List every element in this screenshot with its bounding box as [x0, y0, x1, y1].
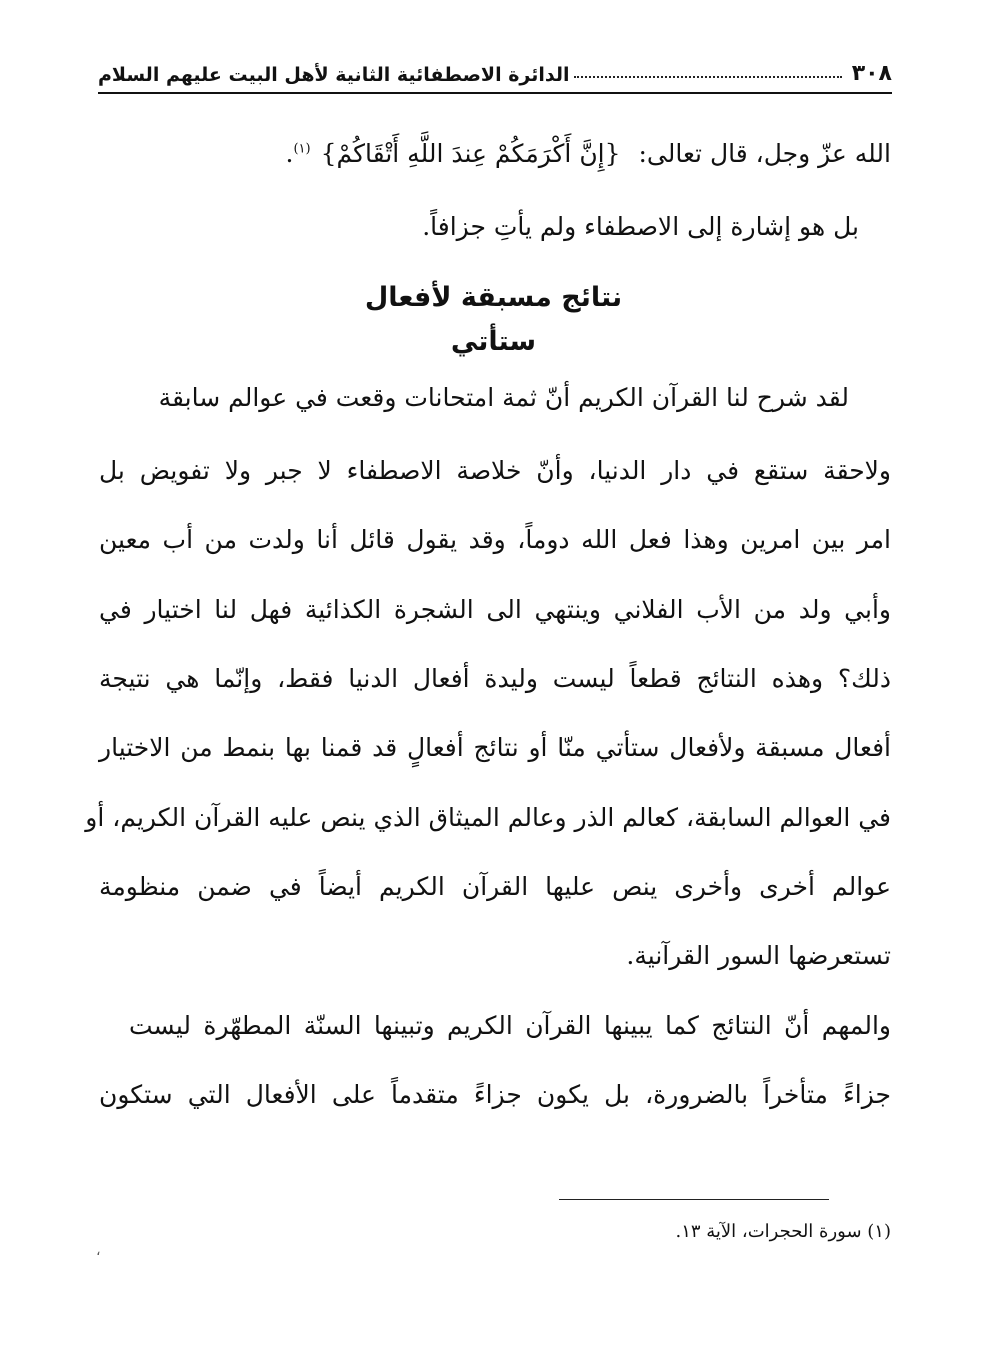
footnote: (١) سورة الحجرات، الآية ١٣. [675, 1221, 891, 1242]
running-header [98, 52, 892, 94]
page-number: ٣٠٨ [851, 61, 892, 86]
running-title: الدائرة الاصطفائية الثانية لأهل البيت عليهم السلام [98, 64, 570, 86]
section-heading-line-1: نتائج مسبقة لأفعال [364, 282, 623, 313]
verse-line [286, 139, 891, 168]
intro-line-2: بل هو إشارة إلى الاصطفاء ولم يأتِ جزافاً. [422, 212, 859, 241]
body-line: جزاءً متأخراً بالضرورة، بل يكون جزاءً متقدماً على الأفعال التي ستكون [99, 1080, 891, 1109]
quran-verse: {إِنَّ أَكْرَمَكُمْ عِندَ اللَّهِ أَتْقَاكُمْ} [320, 139, 621, 168]
verse-intro-text: الله عزّ وجل، قال تعالى: [638, 139, 891, 168]
body-line: في العوالم السابقة، كعالم الذر وعالم الميثاق الذي ينص عليه القرآن الكريم، أو [85, 803, 891, 832]
body-line: وأبي ولد من الأب الفلاني وينتهي الى الشجرة الكذائية فهل لنا اختيار في [99, 595, 891, 624]
section-heading-line-2: ستأتي [450, 326, 537, 357]
stray-mark: ، [96, 1243, 101, 1259]
verse-line-end: . [285, 139, 294, 168]
body-line: لقد شرح لنا القرآن الكريم أنّ ثمة امتحانات وقعت في عوالم سابقة [158, 383, 849, 412]
header-dot-leader [574, 76, 842, 78]
footnote-ref: (١) [293, 141, 311, 157]
body-line: والمهم أنّ النتائج كما يبينها القرآن الكريم وتبينها السنّة المطهّرة ليست [129, 1011, 891, 1040]
footnote-separator [559, 1199, 829, 1200]
body-line: ذلك؟ وهذه النتائج قطعاً ليست وليدة أفعال الدنيا فقط، وإنّما هي نتيجة [99, 664, 891, 693]
body-line: أفعال مسبقة ولأفعال ستأتي منّا أو نتائج أفعالٍ قد قمنا بها بنمط من الاختيار [99, 733, 891, 762]
body-line: عوالم أخرى وأخرى ينص عليها القرآن الكريم أيضاً في ضمن منظومة [99, 872, 891, 901]
body-line: امر بين امرين وهذا فعل الله دوماً، وقد يقول قائل أنا ولدت من أب معين [99, 525, 891, 554]
body-line: تستعرضها السور القرآنية. [626, 941, 891, 970]
body-line: ولاحقة ستقع في دار الدنيا، وأنّ خلاصة الاصطفاء لا جبر ولا تفويض بل [99, 456, 891, 485]
